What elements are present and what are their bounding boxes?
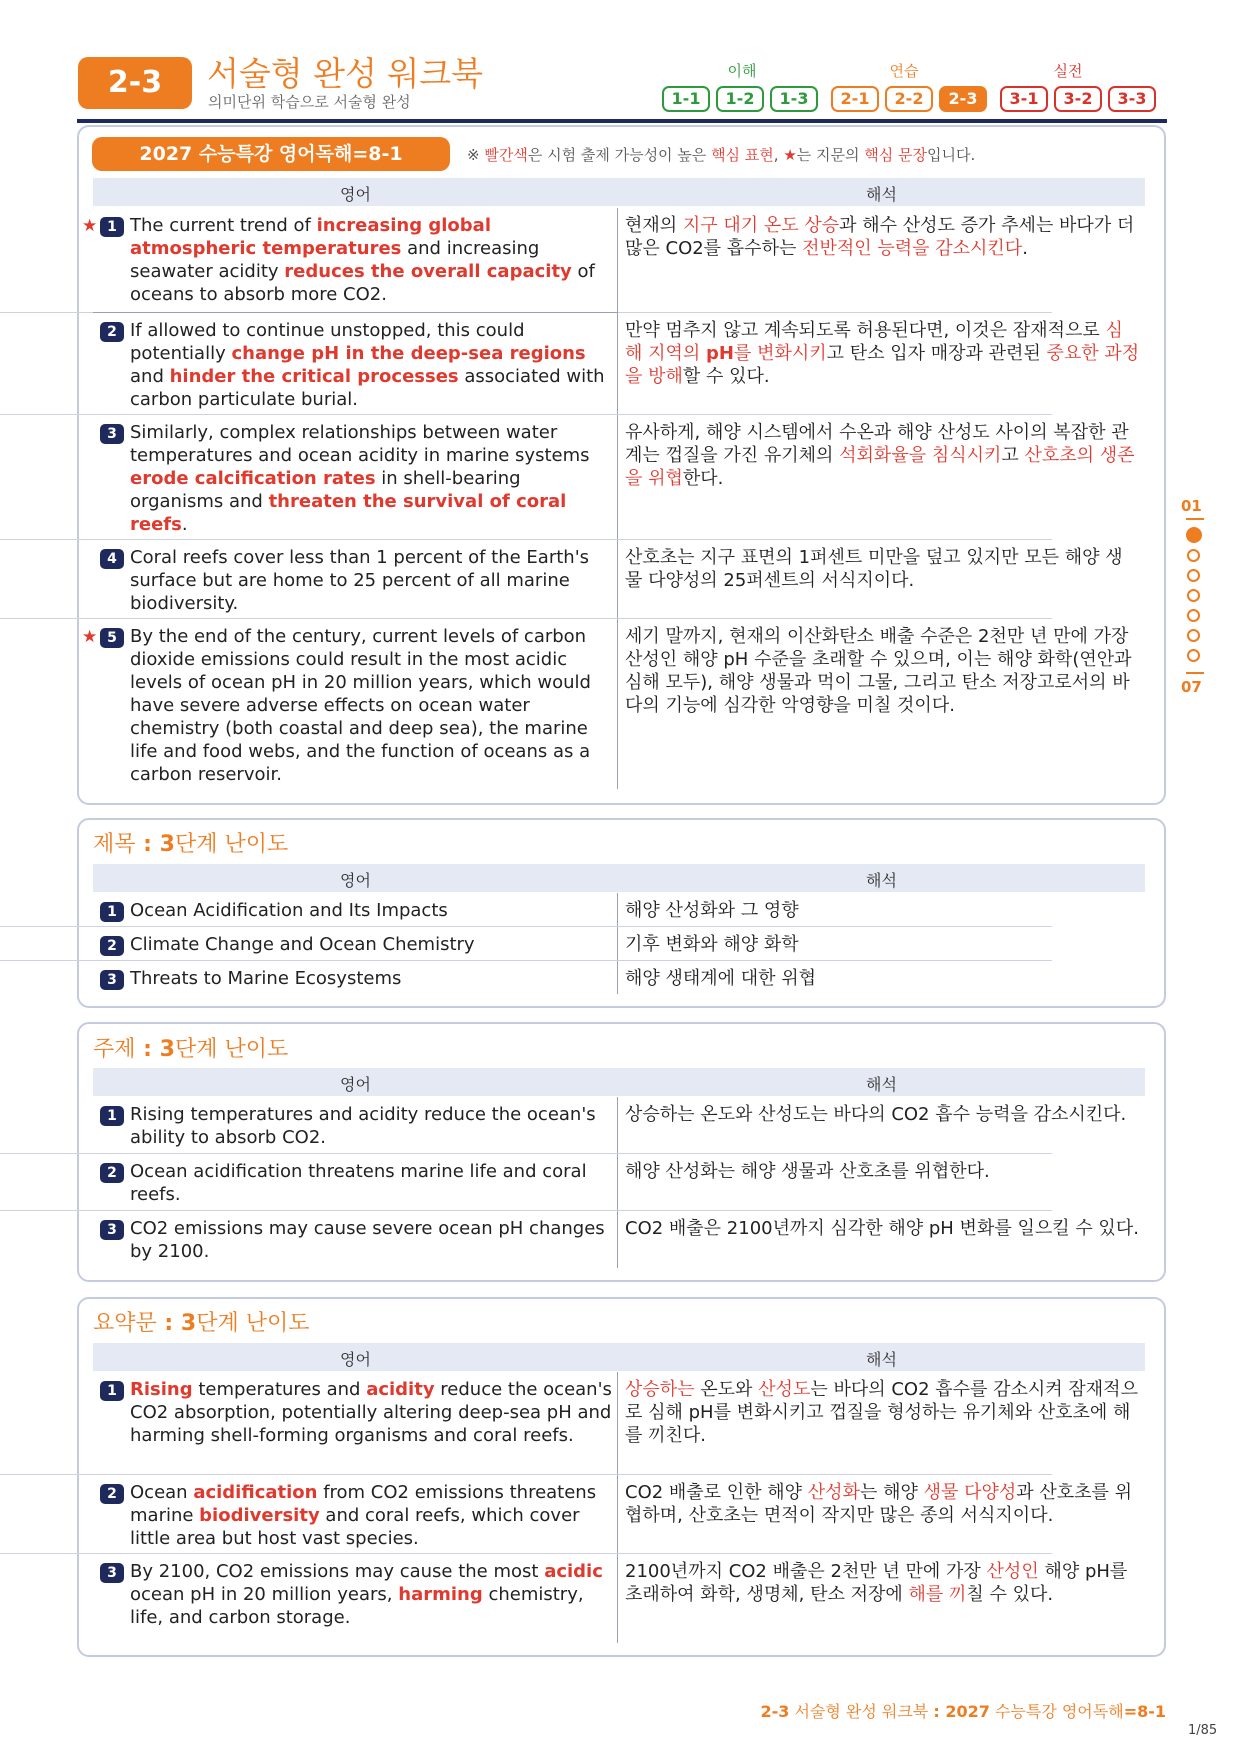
- passage-row: [93, 415, 1145, 539]
- english-title: Climate Change and Ocean Chemistry: [130, 934, 475, 955]
- passage-row: [82, 208, 1145, 312]
- korean-title: 해양 산성화와 그 영향: [625, 900, 799, 921]
- key-sentence-star: ★: [82, 216, 98, 236]
- side-nav-dot[interactable]: [1187, 629, 1200, 642]
- sentence-number: 4: [100, 549, 124, 569]
- source-badge: 2027 수능특강 영어독해=8-1: [92, 137, 450, 171]
- group-label-real: 실전: [1053, 62, 1083, 80]
- option-number: 1: [100, 902, 124, 922]
- footer-caption: 2-3 서술형 완성 워크북 : 2027 수능특강 영어독해=8-1: [760, 1702, 1166, 1721]
- column-header-english: 영어: [340, 185, 371, 204]
- level-tab-3-2[interactable]: 3-2: [1054, 86, 1102, 112]
- column-header-english: 영어: [340, 1075, 371, 1094]
- translation-cell: [625, 893, 1140, 926]
- header-divider: [77, 119, 1167, 123]
- theme-section-heading: 주제 : 3단계 난이도: [93, 1037, 289, 1062]
- english-cell: [93, 927, 618, 960]
- english-cell: [93, 1097, 618, 1153]
- page-subtitle: 의미단위 학습으로 서술형 완성: [208, 93, 411, 111]
- side-nav-dot[interactable]: [1187, 549, 1200, 562]
- korean-summary: CO2 배출로 인한 해양 산성화는 해양 생물 다양성과 산호초를 위협하며, 산호초는 면적이 작지만 많은 종의 서식지이다.: [625, 1482, 1133, 1526]
- english-theme: CO2 emissions may cause severe ocean pH changes by 2100.: [130, 1218, 605, 1262]
- passage-row: [82, 619, 1145, 789]
- english-sentence: By the end of the century, current levels of carbon dioxide emissions could result in the most acidic levels of ocean pH in 20 million years, which would have severe adverse effects on ocean water chemistry (both coastal and deep sea), the marine life and food webs, and the function of oceans as a carbon reservoir.: [130, 626, 591, 785]
- english-summary: Rising temperatures and acidity reduce the ocean's CO2 absorption, potentially altering deep-sea pH and harming shell-forming organisms and coral reefs.: [130, 1379, 612, 1446]
- level-tab-3-1[interactable]: 3-1: [1000, 86, 1048, 112]
- english-cell: [93, 961, 618, 994]
- korean-summary: 2100년까지 CO2 배출은 2천만 년 만에 가장 산성인 해양 pH를 초래하여 화학, 생명체, 탄소 저장에 해를 끼칠 수 있다.: [625, 1561, 1128, 1605]
- translation-cell: [625, 1211, 1140, 1268]
- passage-row: [93, 313, 1145, 414]
- summary-row: [93, 1554, 1145, 1643]
- english-cell: [93, 1211, 618, 1268]
- english-theme: Rising temperatures and acidity reduce the ocean's ability to absorb CO2.: [130, 1104, 596, 1148]
- english-title: Ocean Acidification and Its Impacts: [130, 900, 448, 921]
- level-tab-2-1[interactable]: 2-1: [831, 86, 879, 112]
- english-cell: [93, 540, 618, 618]
- english-cell: [82, 619, 618, 789]
- korean-title: 기후 변화와 해양 화학: [625, 934, 799, 955]
- korean-translation: 산호초는 지구 표면의 1퍼센트 미만을 덮고 있지만 모든 해양 생물 다양성의 25퍼센트의 서식지이다.: [625, 547, 1123, 591]
- korean-theme: CO2 배출은 2100년까지 심각한 해양 pH 변화를 일으킬 수 있다.: [625, 1218, 1139, 1239]
- title-row: [93, 893, 1145, 926]
- column-header-translation: 해석: [866, 1075, 897, 1094]
- english-cell: [93, 1554, 618, 1643]
- english-title: Threats to Marine Ecosystems: [130, 968, 402, 989]
- english-cell: [93, 1154, 618, 1210]
- theme-row: [93, 1211, 1145, 1268]
- title-section-heading: 제목 : 3단계 난이도: [93, 832, 289, 857]
- side-nav-line: [1186, 672, 1204, 674]
- level-tab-3-3[interactable]: 3-3: [1108, 86, 1156, 112]
- summary-row: [93, 1475, 1145, 1553]
- translation-cell: [625, 619, 1140, 789]
- summary-section-heading: 요약문 : 3단계 난이도: [93, 1311, 310, 1336]
- option-number: 3: [100, 1563, 124, 1583]
- level-tab-2-3[interactable]: 2-3: [939, 86, 987, 112]
- summary-column-header: [93, 1343, 1145, 1371]
- english-cell: [93, 1372, 618, 1474]
- column-header-translation: 해석: [866, 1350, 897, 1369]
- english-summary: Ocean acidification from CO2 emissions threatens marine biodiversity and coral reefs, which cover little area but host vast species.: [130, 1482, 597, 1549]
- side-nav-end: 07: [1181, 678, 1202, 696]
- option-number: 3: [100, 970, 124, 990]
- theme-row: [93, 1154, 1145, 1210]
- korean-theme: 해양 산성화는 해양 생물과 산호초를 위협한다.: [625, 1161, 990, 1182]
- english-cell: [93, 1475, 618, 1553]
- english-cell: [93, 415, 618, 539]
- level-tab-1-2[interactable]: 1-2: [716, 86, 764, 112]
- translation-cell: [625, 1475, 1140, 1553]
- sentence-number: 3: [100, 424, 124, 444]
- korean-translation: 세기 말까지, 현재의 이산화탄소 배출 수준은 2천만 년 만에 가장 산성인 해양 pH 수준을 초래할 수 있으며, 이는 해양 화학(연안과 심해 모두), 해양 생물과 먹이 그물, 그리고 탄소 저장고로서의 바다의 기능에 심각한 악영향을 미칠 것이다.: [625, 626, 1132, 716]
- side-nav-dot[interactable]: [1187, 649, 1200, 662]
- side-nav-dot[interactable]: [1187, 569, 1200, 582]
- group-label-understand: 이해: [727, 62, 757, 80]
- sentence-number: 5: [100, 628, 124, 648]
- title-column-header: [93, 864, 1145, 892]
- english-sentence: Coral reefs cover less than 1 percent of the Earth's surface but are home to 25 percent of all marine biodiversity.: [130, 547, 590, 614]
- english-sentence: Similarly, complex relationships between water temperatures and ocean acidity in marine systems erode calcification rates in shell-bearing organisms and threaten the survival of coral reefs.: [130, 422, 590, 535]
- column-header-translation: 해석: [866, 871, 897, 890]
- translation-cell: [625, 415, 1140, 539]
- translation-cell: [625, 1372, 1140, 1474]
- english-cell: [82, 208, 618, 312]
- theme-column-header: [93, 1068, 1145, 1096]
- option-number: 2: [100, 1163, 124, 1183]
- translation-cell: [625, 540, 1140, 618]
- title-row: [93, 927, 1145, 960]
- legend-note: ※ 빨간색은 시험 출제 가능성이 높은 핵심 표현, ★는 지문의 핵심 문장입니다.: [467, 146, 976, 164]
- side-nav-dot[interactable]: [1187, 609, 1200, 622]
- korean-summary: 상승하는 온도와 산성도는 바다의 CO2 흡수를 감소시켜 잠재적으로 심해 pH를 변화시키고 껍질을 형성하는 유기체와 산호초에 해를 끼친다.: [625, 1379, 1138, 1446]
- summary-row: [93, 1372, 1145, 1474]
- side-nav-dot-current[interactable]: [1186, 527, 1202, 543]
- side-nav-start: 01: [1181, 497, 1202, 515]
- korean-title: 해양 생태계에 대한 위협: [625, 968, 817, 989]
- translation-cell: [625, 1554, 1140, 1643]
- sentence-number: 2: [100, 322, 124, 342]
- level-tab-2-2[interactable]: 2-2: [885, 86, 933, 112]
- translation-cell: [625, 208, 1140, 312]
- level-tab-1-1[interactable]: 1-1: [662, 86, 710, 112]
- korean-translation: 현재의 지구 대기 온도 상승과 해수 산성도 증가 추세는 바다가 더 많은 CO2를 흡수하는 전반적인 능력을 감소시킨다.: [625, 215, 1135, 259]
- key-sentence-star: ★: [82, 627, 98, 647]
- option-number: 3: [100, 1220, 124, 1240]
- translation-cell: [625, 1097, 1140, 1153]
- column-header-translation: 해석: [866, 185, 897, 204]
- sentence-number: 1: [100, 217, 124, 237]
- translation-cell: [625, 313, 1140, 414]
- translation-cell: [625, 961, 1140, 994]
- group-label-practice: 연습: [889, 62, 919, 80]
- theme-row: [93, 1097, 1145, 1153]
- english-sentence: If allowed to continue unstopped, this could potentially change pH in the deep-sea regions and hinder the critical processes associated with carbon particulate burial.: [130, 320, 605, 410]
- english-sentence: The current trend of increasing global atmospheric temperatures and increasing seawater acidity reduces the overall capacity of oceans to absorb more CO2.: [130, 215, 595, 305]
- side-nav-dot[interactable]: [1187, 589, 1200, 602]
- translation-cell: [625, 1154, 1140, 1210]
- side-nav-line: [1186, 518, 1204, 520]
- page-number: 1/85: [1188, 1723, 1218, 1738]
- korean-translation: 유사하게, 해양 시스템에서 수온과 해양 산성도 사이의 복잡한 관계는 껍질을 가진 유기체의 석회화율을 침식시키고 산호초의 생존을 위협한다.: [625, 422, 1135, 489]
- column-header-english: 영어: [340, 871, 371, 890]
- option-number: 1: [100, 1106, 124, 1126]
- english-cell: [93, 893, 618, 926]
- page-title: 서술형 완성 워크북: [207, 54, 484, 93]
- korean-theme: 상승하는 온도와 산성도는 바다의 CO2 흡수 능력을 감소시킨다.: [625, 1104, 1127, 1125]
- english-theme: Ocean acidification threatens marine life and coral reefs.: [130, 1161, 587, 1205]
- option-number: 2: [100, 1484, 124, 1504]
- translation-cell: [625, 927, 1140, 960]
- passage-column-header: [93, 178, 1145, 206]
- column-header-english: 영어: [340, 1350, 371, 1369]
- english-cell: [93, 313, 618, 414]
- korean-translation: 만약 멈추지 않고 계속되도록 허용된다면, 이것은 잠재적으로 심해 지역의 pH를 변화시키고 탄소 입자 매장과 관련된 중요한 과정을 방해할 수 있다.: [625, 320, 1140, 387]
- option-number: 2: [100, 936, 124, 956]
- title-row: [93, 961, 1145, 994]
- section-badge: 2-3: [78, 57, 192, 109]
- english-summary: By 2100, CO2 emissions may cause the most acidic ocean pH in 20 million years, harming chemistry, life, and carbon storage.: [130, 1561, 603, 1628]
- option-number: 1: [100, 1381, 124, 1401]
- level-tab-1-3[interactable]: 1-3: [770, 86, 818, 112]
- passage-row: [93, 540, 1145, 618]
